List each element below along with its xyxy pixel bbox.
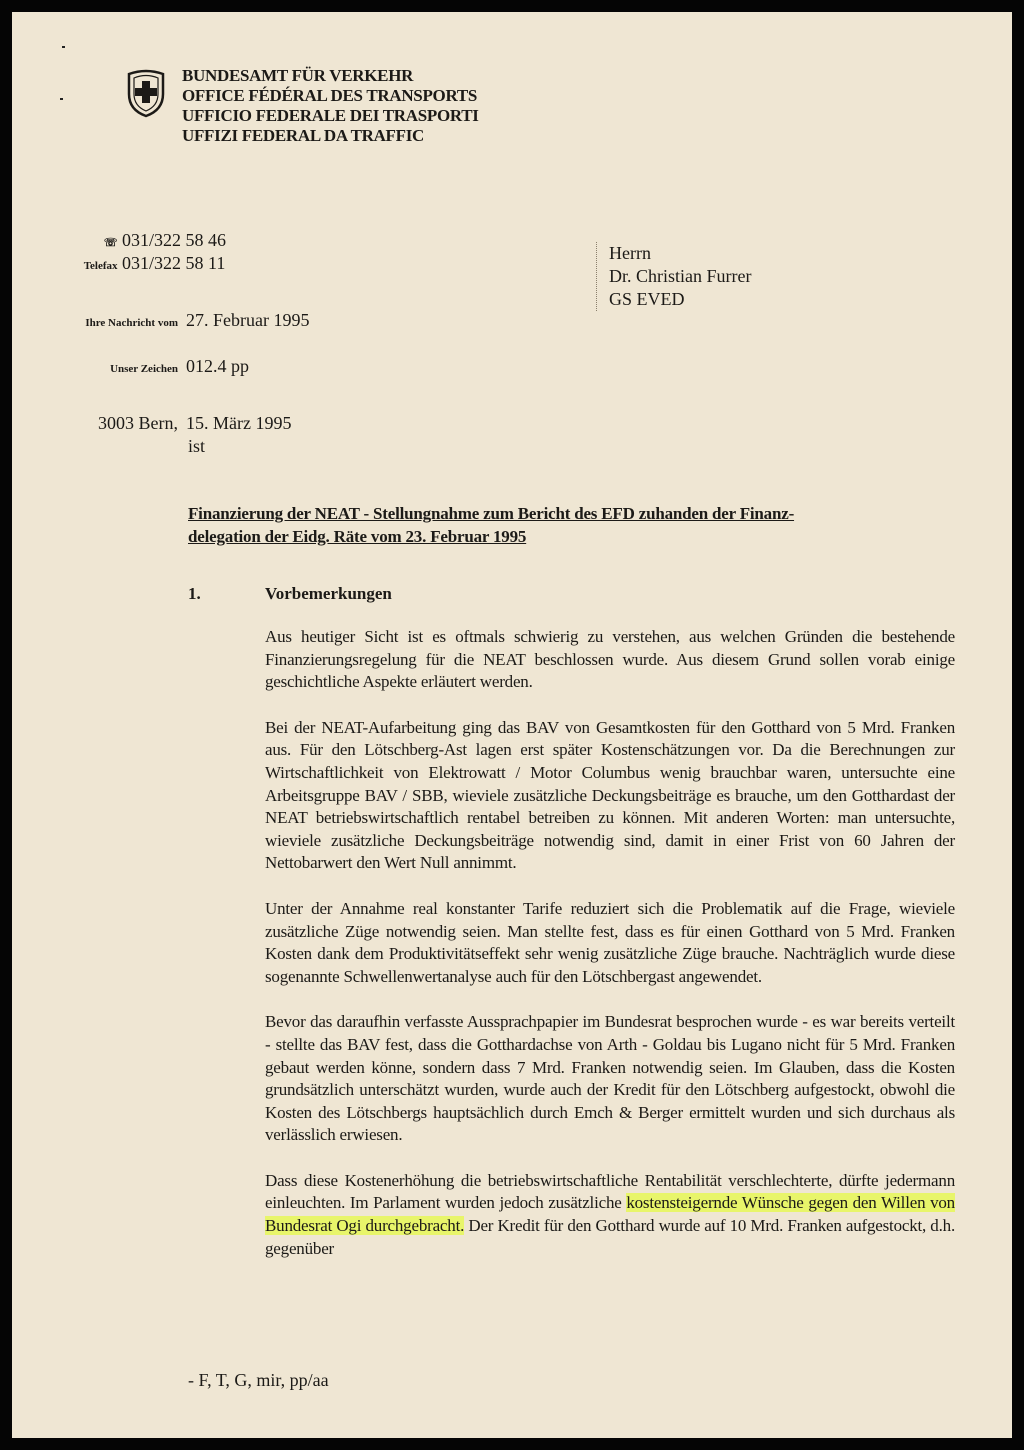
paragraph-3: Unter der Annahme real konstanter Tarife reduziert sich die Problematik auf die Frage, wieviele zusätzliche Züge notwendig seien. Man stellte fest, dass es für einen Gotthard von 5 Mrd. Franken Kosten dank dem Produktivitätseffekt sehr wenig zusätzliche Züge brauche. Nachträglich wurde diese sogenannte Schwellenwertanalyse auch für den Lötschbergast angewendet. [265, 898, 955, 986]
scan-speck [62, 46, 65, 48]
paragraph-5-start: Dass diese Kostenerhöhung die betriebswirtschaftliche Rentabilität verschlechterte, dürfte jedermann einleuchten. Im Parlament wurden jedoch zusätzliche [265, 1170, 955, 1213]
highlighted-text: kostensteigernde Wünsche gegen den Willen von Bundesrat Ogi durchgebracht. [265, 1193, 955, 1236]
subject-line [188, 502, 928, 548]
distribution-list: - F, T, G, mir, pp/aa [188, 1370, 329, 1390]
recipient-salutation: Herrn [609, 243, 651, 263]
place-date-row [52, 413, 552, 434]
paragraph-5-end: Der Kredit für den Gotthard wurde auf 10 Mrd. Franken aufgestockt, d.h. gegenüber [265, 1216, 956, 1258]
agency-name-block [182, 66, 479, 146]
our-reference: 012.4 pp [186, 356, 249, 376]
fax-row [52, 253, 242, 274]
letter-body [265, 626, 955, 1283]
swiss-cross-shield-icon [125, 68, 167, 118]
phone-number: 031/322 58 46 [122, 230, 227, 250]
your-message-row [52, 310, 552, 331]
paragraph-5 [265, 1170, 955, 1260]
letter-page [12, 12, 1012, 1438]
letter-date: 15. März 1995 [186, 413, 292, 433]
scan-speck [60, 98, 63, 100]
agency-name-de: BUNDESAMT FÜR VERKEHR [182, 66, 414, 85]
our-reference-row [52, 356, 552, 377]
section-number: 1. [188, 584, 201, 603]
paragraph-2: Bei der NEAT-Aufarbeitung ging das BAV von Gesamtkosten für den Gotthard von 5 Mrd. Franken aus. Für den Lötschberg-Ast lagen erst später Kostenschätzungen vor. Da die Berechnungen zur Wirtschaftlichkeit von Elektrowatt / Motor Columbus wenig brauchbar waren, untersuchte eine Arbeitsgruppe BAV / SBB, wieviele zusätzliche Deckungsbeiträge es brauche, um den Gotthardast der NEAT betriebswirtschaftlich rentabel betreiben zu können. Mit anderen Worten: man untersuchte, wieviele zusätzliche Deckungsbeiträge notwendig sind, damit in einer Frist von 60 Jahren der Nettobarwert den Wert Null annimmt. [265, 717, 955, 873]
your-message-date: 27. Februar 1995 [186, 310, 310, 330]
place: 3003 Bern, [98, 413, 178, 433]
section-title: Vorbemerkungen [265, 584, 392, 603]
your-message-label: Ihre Nachricht vom [85, 317, 178, 329]
fax-label: Telefax [83, 260, 118, 272]
telephone-icon: ☏ [103, 237, 118, 249]
subject-line-2: delegation der Eidg. Räte vom 23. Februar 1995 [188, 527, 527, 546]
recipient-name: Dr. Christian Furrer [609, 266, 752, 286]
our-reference-label: Unser Zeichen [110, 363, 178, 375]
subject-line-1: Finanzierung der NEAT - Stellungnahme zum Bericht des EFD zuhanden der Finanz- [188, 504, 795, 523]
agency-name-rm: UFFIZI FEDERAL DA TRAFFIC [182, 126, 425, 145]
agency-name-it: UFFICIO FEDERALE DEI TRASPORTI [182, 106, 479, 125]
paragraph-4: Bevor das daraufhin verfasste Aussprachpapier im Bundesrat besprochen wurde - es war bereits verteilt - stellte das BAV fest, dass die Gotthardachse von Arth - Goldau bis Lugano nicht für 5 Mrd. Franken gebaut werden könne, sondern dass 7 Mrd. Franken notwendig seien. Im Glauben, dass die Kosten grundsätzlich unterschätzt wurden, wurde auch der Kredit für den Lötschberg aufgestockt, obwohl die Kosten des Lötschbergs hauptsächlich durch Emch & Berger ermittelt wurden und sich durchaus als verlässlich erwiesen. [265, 1012, 955, 1145]
recipient-department: GS EVED [609, 289, 685, 309]
section-heading [188, 584, 392, 604]
recipient-address [596, 242, 751, 311]
fax-number: 031/322 58 11 [122, 253, 226, 273]
agency-name-fr: OFFICE FÉDÉRAL DES TRANSPORTS [182, 86, 478, 105]
paragraph-1: Aus heutiger Sicht ist es oftmals schwierig zu verstehen, aus welchen Gründen die bestehende Finanzierungsregelung für die NEAT beschlossen wurde. Aus diesem Grund sollen vorab einige geschichtliche Aspekte erläutert werden. [265, 627, 955, 692]
author-initials: ist [188, 436, 206, 456]
phone-row [52, 230, 242, 251]
